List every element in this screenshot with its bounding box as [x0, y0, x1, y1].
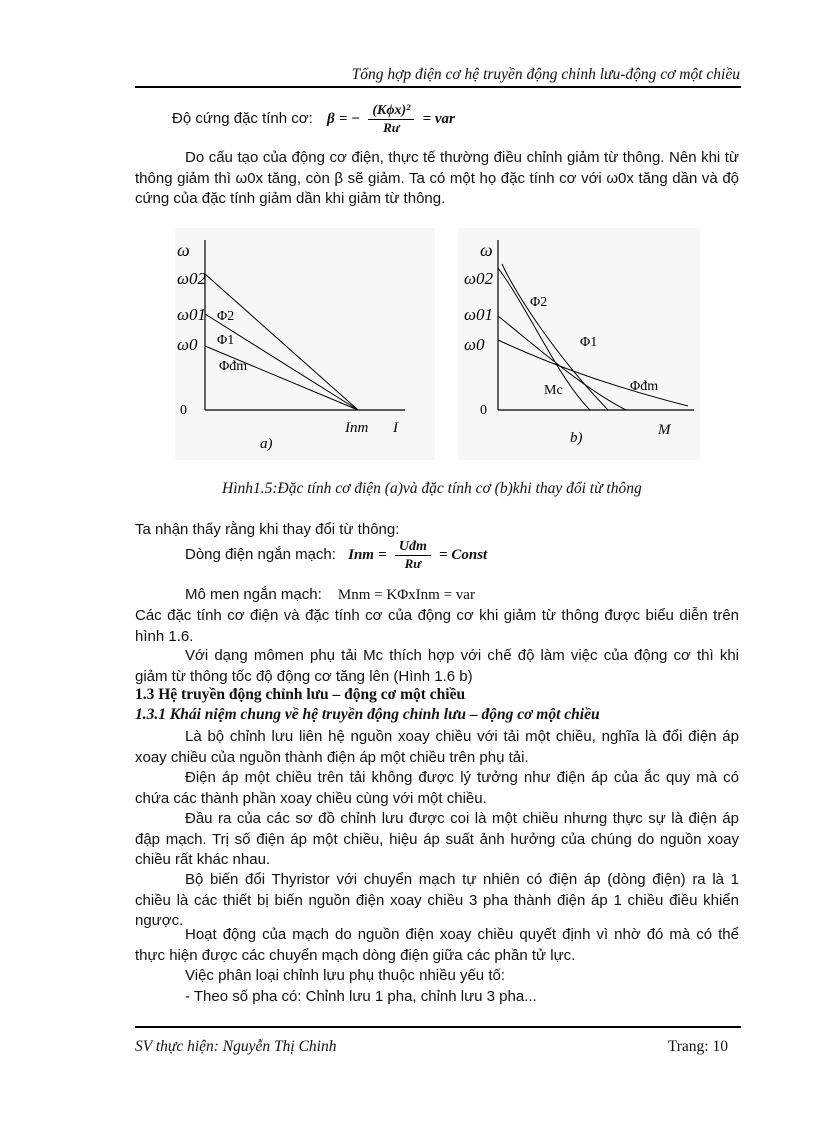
fig-a-label-omega02: ω02 — [177, 269, 207, 288]
section-heading-1-3-1: 1.3.1 Khái niệm chung về hệ truyền động chỉnh lưu – động cơ một chiều — [135, 706, 600, 723]
fig-a-y-axis-label: ω — [177, 240, 190, 260]
paragraph-figure-reference: Các đặc tính cơ điện và đặc tính cơ của động cơ khi giảm từ thông được biểu diễn trên hình 1.6. — [135, 607, 739, 645]
fig-b-label-omega0: ω0 — [464, 335, 485, 354]
paragraph-thyristor: Bộ biến đổi Thyristor với chuyển mạch tự nhiên có điện áp (dòng điện) ra là 1 chiều là các thiết bị biến nguồn điện xoay chiều 3 pha thành điện áp 1 chiều điều khiển ngược. — [135, 871, 739, 929]
fig-a-label-omega01: ω01 — [177, 305, 207, 324]
paragraph-commutation: Hoạt động của mạch do nguồn điện xoay chiều quyết định vì nhờ đó mà có thể thực hiện được các chuyển mạch dòng điện giữa các phần tử lực. — [135, 926, 739, 964]
formula-torque-label: Mô men ngắn mạch: — [185, 586, 322, 603]
formula-stiffness: Độ cứng đặc tính cơ: β = − $\frac{\text{(Kϕx)²}}{Rư}$ = var — [172, 103, 455, 135]
formula-stiffness-label: Độ cứng đặc tính cơ: — [172, 109, 313, 127]
fig-b-caption-label: b) — [570, 430, 583, 446]
fig-b-label-phi1: Φ1 — [580, 335, 598, 350]
fig-a-label-inm: Inm — [345, 420, 369, 436]
footer-divider — [135, 1026, 741, 1028]
fig-b-y-axis-label: ω — [480, 240, 493, 260]
fig-b-label-omega01: ω01 — [464, 305, 494, 324]
fig-b-label-phi2: Φ2 — [530, 295, 548, 310]
figure-mechanical-characteristic — [458, 228, 700, 460]
running-header: Tổng hợp điện cơ hệ truyền động chỉnh lưu-động cơ một chiều — [351, 66, 740, 83]
paragraph-load-torque: Với dạng mômen phụ tải Mc thích hợp với chế độ làm việc của động cơ thì khi giảm từ thông tốc độ động cơ tăng lên (Hình 1.6 b) — [135, 647, 739, 685]
fig-a-x-axis-label: I — [393, 420, 398, 436]
formula-current-label: Dòng điện ngắn mạch: — [185, 545, 336, 563]
formula-current-fraction: $\frac{\text{Uđm}}{Rư}$ — [395, 538, 431, 572]
fig-a-label-phi1: Φ1 — [217, 333, 235, 348]
fig-b-origin: 0 — [480, 403, 487, 418]
formula-current-lhs: Inm — [348, 546, 374, 563]
fig-a-origin: 0 — [180, 403, 187, 418]
formula-stiffness-fraction: $\frac{\text{(Kϕx)²}}{Rư}$ — [368, 102, 414, 136]
paragraph-rectifier-definition: Là bộ chỉnh lưu liên hệ nguồn xoay chiều với tải một chiều, nghĩa là đổi điện áp xoay chiều của nguồn thành điện áp một chiều trên phụ tải. — [135, 728, 739, 766]
paragraph-observation: Ta nhận thấy rằng khi thay đổi từ thông: — [135, 521, 400, 538]
formula-stiffness-lhs: β — [326, 110, 335, 127]
figure-electromechanical-characteristic — [175, 228, 435, 460]
formula-current-rhs: = Const — [439, 546, 488, 563]
footer-page-number: Trang: 10 — [667, 1038, 728, 1055]
formula-short-circuit-torque — [185, 586, 475, 604]
fig-a-label-phidm: Φđm — [219, 359, 248, 374]
formula-stiffness-rhs: = var — [422, 110, 455, 127]
section-heading-1-3: 1.3 Hệ truyền động chỉnh lưu – động cơ một chiều — [135, 686, 466, 703]
formula-torque-expr: Mnm = KΦxInm = var — [337, 587, 475, 603]
paragraph-dc-voltage: Điện áp một chiều trên tải không được lý tưởng như điện áp của ắc quy mà có chứa các thành phần xoay chiều cùng với một chiều. — [135, 769, 739, 807]
fig-a-caption-label: a) — [260, 436, 273, 452]
fig-a-label-phi2: Φ2 — [217, 309, 235, 324]
figure-caption: Hình1.5:Đặc tính cơ điện (a)và đặc tính cơ (b)khi thay đổi từ thông — [222, 480, 642, 497]
paragraph-classification: Việc phân loại chỉnh lưu phụ thuộc nhiều yếu tố: — [185, 967, 505, 984]
header-divider — [135, 86, 741, 88]
fig-b-x-axis-label: M — [658, 422, 671, 438]
fig-a-curve-phidm — [205, 346, 358, 410]
paragraph-flux-reduction: Do cấu tạo của động cơ điện, thực tế thường điều chỉnh giảm từ thông. Nên khi từ thông giảm thì ω0x tăng, còn β sẽ giảm. Ta có một họ đặc tính cơ với ω0x tăng dần và độ cứng của đặc tính giảm dần khi giảm từ thông. — [135, 149, 739, 207]
paragraph-phase-count: - Theo số pha có: Chỉnh lưu 1 pha, chỉnh lưu 3 pha... — [185, 988, 537, 1005]
fig-a-label-omega0: ω0 — [177, 335, 198, 354]
formula-short-circuit-current: Dòng điện ngắn mạch: Inm = $\frac{\text{Uđm}}{Rư}$ = Const — [185, 539, 488, 571]
fig-b-label-phidm: Φđm — [630, 379, 659, 394]
paragraph-ripple-voltage: Đầu ra của các sơ đồ chỉnh lưu được coi là một chiều nhưng thực sự là điện áp đập mạch. Trị số điện áp một chiều, hiệu áp suất ảnh hưởng của chúng do nguồn xoay chiều rất khác nhau. — [135, 810, 739, 868]
footer-author: SV thực hiện: Nguyễn Thị Chinh — [135, 1038, 337, 1055]
fig-b-label-omega02: ω02 — [464, 269, 494, 288]
fig-b-label-mc: Mc — [544, 383, 563, 398]
